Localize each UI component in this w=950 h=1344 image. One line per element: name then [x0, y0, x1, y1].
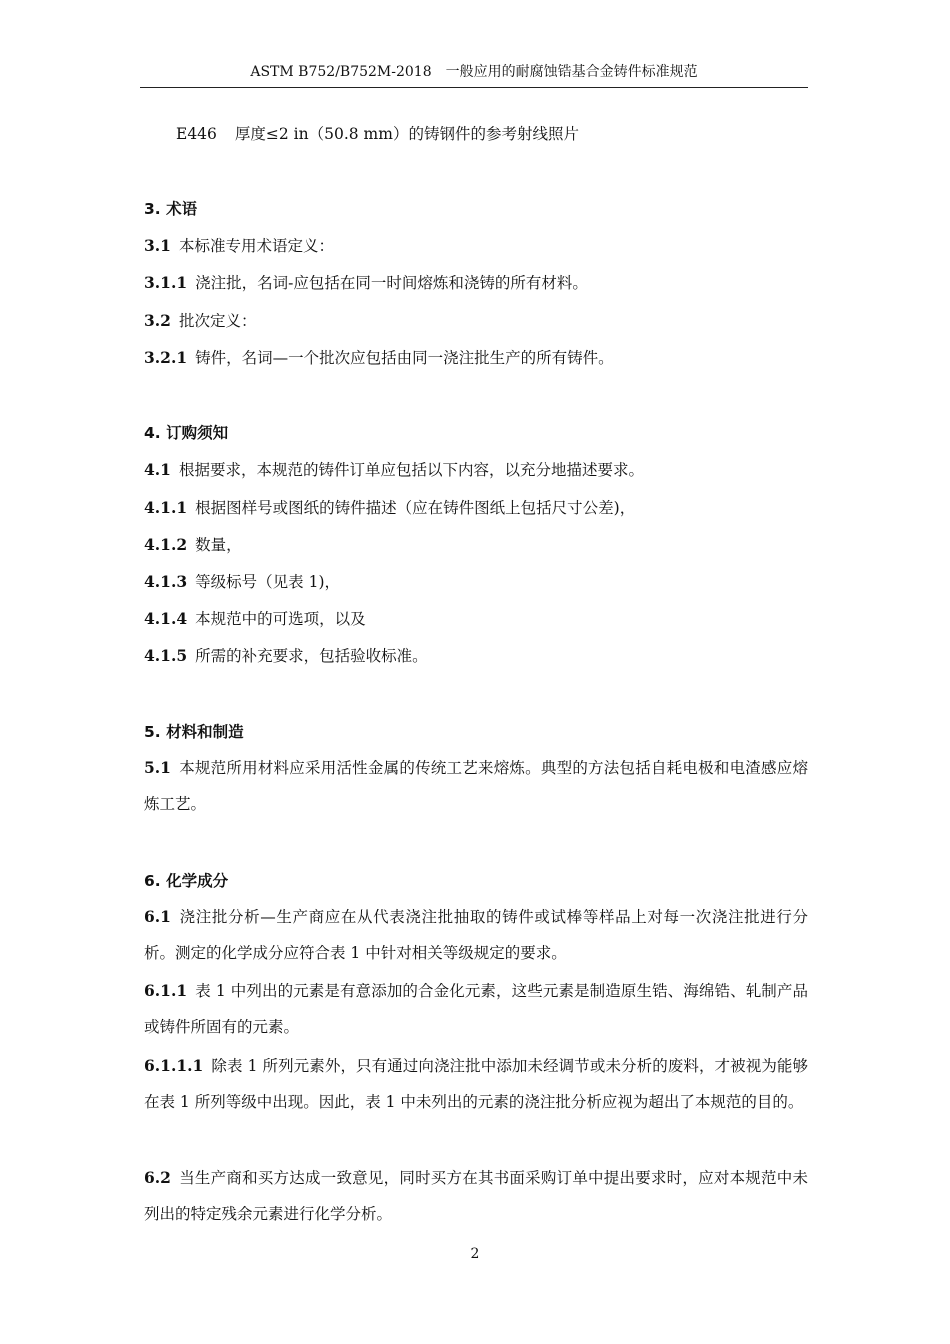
clause-3-2-1: 3.2.1 铸件，名词—一个批次应包括由同一浇注批生产的所有铸件。: [144, 348, 614, 367]
clause-3-2: 3.2 批次定义：: [144, 311, 257, 330]
clause-6-1-1-1: 6.1.1.1 除表 1 所列元素外，只有通过向浇注批中添加未经调节或未分析的废料，才被视为能够在表 1 所列等级中出现。因此，表 1 中未列出的元素的浇注批分析应视为超出了本规范的目的。: [144, 1056, 808, 1111]
page-number: 2: [470, 1246, 480, 1262]
clause-4-1-3: 4.1.3 等级标号（见表 1)，: [144, 572, 340, 591]
clause-3-1: 3.1 本标准专用术语定义：: [144, 236, 334, 255]
reference-code: E446: [176, 125, 217, 143]
clause-4-1: 4.1 根据要求，本规范的铸件订单应包括以下内容，以充分地描述要求。: [144, 460, 644, 479]
reference-text: 厚度≤2 in（50.8 mm）的铸钢件的参考射线照片: [234, 125, 579, 143]
clause-5-1: 5.1 本规范所用材料应采用活性金属的传统工艺来熔炼。典型的方法包括自耗电极和电渣感应熔炼工艺。: [144, 758, 808, 813]
reference-standard: [176, 124, 579, 144]
section-5-heading: 5. 材料和制造: [144, 723, 244, 741]
clause-6-1-1: 6.1.1 表 1 中列出的元素是有意添加的合金化元素，这些元素是制造原生锆、海绵锆、轧制产品或铸件所固有的元素。: [144, 981, 808, 1036]
section-6-heading: 6. 化学成分: [144, 872, 229, 890]
page-header: ASTM B752/B752M-2018 一般应用的耐腐蚀锆基合金铸件标准规范: [140, 62, 808, 88]
clause-3-1-1: 3.1.1 浇注批，名词-应包括在同一时间熔炼和浇铸的所有材料。: [144, 273, 588, 292]
clause-6-2: 6.2 当生产商和买方达成一致意见，同时买方在其书面采购订单中提出要求时，应对本规范中未列出的特定残余元素进行化学分析。: [144, 1168, 808, 1223]
clause-4-1-4: 4.1.4 本规范中的可选项，以及: [144, 609, 366, 628]
clause-6-1: 6.1 浇注批分析—生产商应在从代表浇注批抽取的铸件或试棒等样品上对每一次浇注批进行分析。测定的化学成分应符合表 1 中针对相关等级规定的要求。: [144, 907, 808, 962]
section-3-heading: 3. 术语: [144, 200, 198, 218]
clause-4-1-1: 4.1.1 根据图样号或图纸的铸件描述（应在铸件图纸上包括尺寸公差)，: [144, 498, 636, 517]
clause-4-1-5: 4.1.5 所需的补充要求，包括验收标准。: [144, 646, 428, 665]
section-4-heading: 4. 订购须知: [144, 424, 229, 442]
clause-4-1-2: 4.1.2 数量，: [144, 535, 242, 554]
